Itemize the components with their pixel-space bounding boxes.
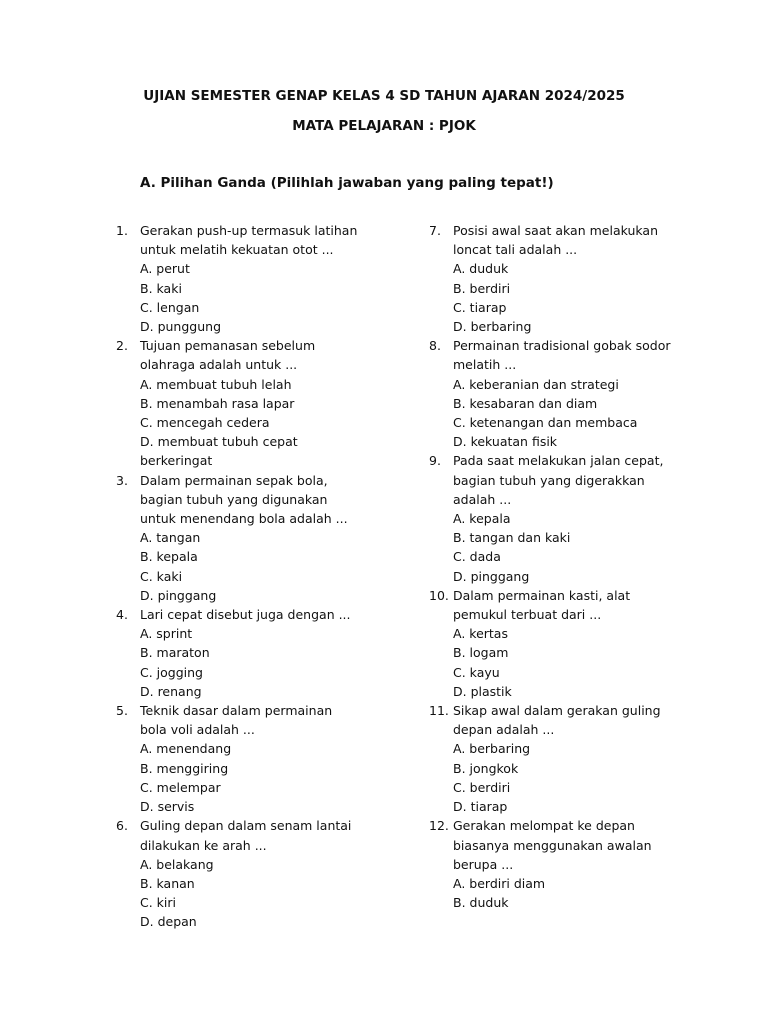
question-text: Guling depan dalam senam lantai dilakukan ke arah ... xyxy=(140,818,352,853)
answer-option: D. punggung xyxy=(140,319,221,335)
question-number: 6. xyxy=(116,818,128,834)
question-text: Dalam permainan sepak bola, bagian tubuh yang digunakan untuk menendang bola adalah ... xyxy=(140,472,348,527)
question-item xyxy=(116,336,390,470)
answer-option: A. berbaring xyxy=(453,741,531,757)
answer-option: B. berdiri xyxy=(453,280,511,296)
question-item xyxy=(116,701,390,816)
answer-option: C. mencegah cedera xyxy=(140,415,270,431)
answer-option: B. menambah rasa lapar xyxy=(140,395,295,411)
answer-option: A. belakang xyxy=(140,856,214,872)
question-number: 12. xyxy=(429,818,449,834)
answer-option: D. kekuatan fisik xyxy=(453,434,558,450)
answer-option: D. pinggang xyxy=(140,587,217,603)
answer-option: A. tangan xyxy=(140,530,201,546)
question-number: 4. xyxy=(116,607,128,623)
answer-option: A. menendang xyxy=(140,741,232,757)
question-text: Gerakan melompat ke depan biasanya menggunakan awalan berupa ... xyxy=(453,818,652,872)
answer-option: A. perut xyxy=(140,261,190,277)
answer-option: C. kaki xyxy=(140,568,183,584)
answer-option: D. pinggang xyxy=(453,568,530,584)
answer-option: A. duduk xyxy=(453,261,509,277)
answer-option: A. sprint xyxy=(140,626,193,642)
question-item xyxy=(116,221,390,336)
question-text: Lari cepat disebut juga dengan ... xyxy=(140,607,351,623)
answer-option: B. maraton xyxy=(140,645,210,661)
question-number: 10. xyxy=(429,587,449,603)
question-item xyxy=(429,451,693,585)
answer-option: B. jongkok xyxy=(453,760,519,776)
question-text: Posisi awal saat akan melakukan loncat tali adalah ... xyxy=(453,223,658,258)
question-text: Sikap awal dalam gerakan guling depan adalah ... xyxy=(453,703,661,738)
subject-title: MATA PELAJARAN : PJOK xyxy=(292,118,476,134)
question-number: 9. xyxy=(429,453,441,469)
question-item xyxy=(429,586,693,701)
answer-option: D. membuat tubuh cepat berkeringat xyxy=(140,434,298,469)
question-item xyxy=(116,816,390,931)
answer-option: C. kayu xyxy=(453,664,500,680)
answer-option: A. kertas xyxy=(453,626,508,642)
answer-option: C. ketenangan dan membaca xyxy=(453,415,638,431)
answer-option: D. servis xyxy=(140,799,195,815)
answer-option: C. lengan xyxy=(140,299,200,315)
question-number: 11. xyxy=(429,703,449,719)
answer-option: A. kepala xyxy=(453,511,511,527)
answer-option: C. dada xyxy=(453,549,501,565)
question-item xyxy=(429,816,693,912)
questions-column-left xyxy=(116,221,390,932)
question-item xyxy=(116,605,390,701)
answer-option: B. kanan xyxy=(140,875,195,891)
exam-title: UJIAN SEMESTER GENAP KELAS 4 SD TAHUN AJARAN 2024/2025 xyxy=(143,88,625,104)
question-number: 3. xyxy=(116,472,128,488)
question-number: 5. xyxy=(116,703,128,719)
answer-option: B. tangan dan kaki xyxy=(453,530,571,546)
answer-option: C. jogging xyxy=(140,664,203,680)
question-text: Teknik dasar dalam permainan bola voli adalah ... xyxy=(140,703,333,738)
question-item xyxy=(429,221,693,336)
answer-option: D. renang xyxy=(140,683,202,699)
question-text: Dalam permainan kasti, alat pemukul terbuat dari ... xyxy=(453,587,631,623)
question-text: Tujuan pemanasan sebelum olahraga adalah untuk ... xyxy=(140,338,316,373)
question-item xyxy=(429,701,693,816)
answer-option: D. plastik xyxy=(453,683,512,699)
question-text: Permainan tradisional gobak sodor melatih ... xyxy=(453,338,671,373)
answer-option: B. menggiring xyxy=(140,760,229,776)
answer-option: B. duduk xyxy=(453,895,509,911)
answer-option: A. berdiri diam xyxy=(453,875,546,891)
answer-option: C. tiarap xyxy=(453,299,507,315)
answer-option: D. berbaring xyxy=(453,319,532,335)
answer-option: C. berdiri xyxy=(453,779,511,795)
question-item xyxy=(116,471,390,605)
answer-option: B. kaki xyxy=(140,280,182,296)
question-number: 2. xyxy=(116,338,128,354)
answer-option: D. tiarap xyxy=(453,799,508,815)
section-heading: A. Pilihan Ganda (Pilihlah jawaban yang paling tepat!) xyxy=(140,175,554,191)
answer-option: D. depan xyxy=(140,914,197,930)
question-number: 1. xyxy=(116,223,128,238)
answer-option: B. kepala xyxy=(140,549,198,565)
question-item xyxy=(429,336,693,451)
answer-option: A. membuat tubuh lelah xyxy=(140,376,292,392)
question-text: Pada saat melakukan jalan cepat, bagian tubuh yang digerakkan adalah ... xyxy=(453,453,664,507)
question-number: 7. xyxy=(429,223,441,238)
question-text: Gerakan push-up termasuk latihan untuk melatih kekuatan otot ... xyxy=(140,223,358,258)
answer-option: C. kiri xyxy=(140,895,176,911)
answer-option: C. melempar xyxy=(140,779,221,795)
answer-option: B. kesabaran dan diam xyxy=(453,395,598,411)
answer-option: A. keberanian dan strategi xyxy=(453,376,619,392)
question-number: 8. xyxy=(429,338,441,354)
answer-option: B. logam xyxy=(453,645,509,661)
questions-column-right xyxy=(429,221,693,912)
